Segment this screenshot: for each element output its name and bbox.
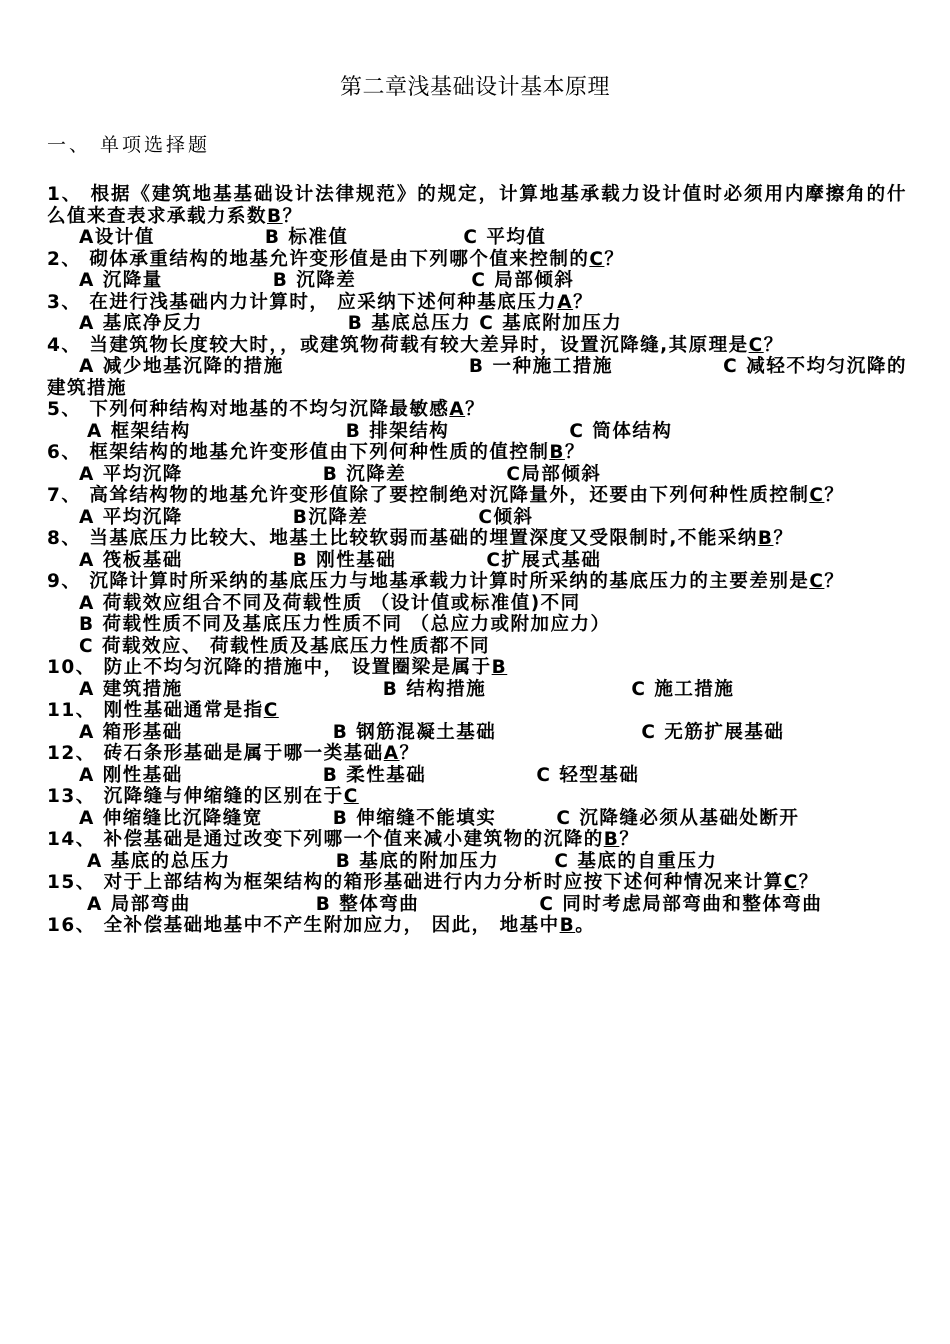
option-b: B 柔性基础 [322, 764, 427, 786]
option-a: A设计值 [79, 227, 155, 248]
question-suffix: ？ [604, 248, 625, 270]
option-c: C 局部倾斜 [471, 270, 575, 291]
question-suffix: ？ [798, 872, 819, 893]
option-b: B 排架结构 [345, 420, 450, 442]
option-c: C扩展式基础 [486, 549, 602, 571]
question-stem [47, 743, 907, 765]
question-suffix: ？ [282, 205, 303, 227]
question-text: 7、 高耸结构物的地基允许变形值除了要控制绝对沉降量外，还要由下列何种性质控制 [47, 485, 810, 506]
answer-key: A [383, 743, 400, 764]
options-row [47, 507, 907, 529]
question-stem [47, 571, 907, 593]
answer-key: C [343, 786, 359, 807]
question-stem [47, 657, 907, 679]
option-b: B 一种施工措施 [468, 356, 614, 377]
option-c: C 减轻不均匀沉降的建筑措施 [47, 356, 907, 399]
options-row [47, 808, 907, 830]
option-c: C 筒体结构 [569, 420, 673, 442]
question-text: 15、 对于上部结构为框架结构的箱形基础进行内力分析时应按下述何种情况来计算 [47, 872, 784, 893]
option-c: C 平均值 [463, 227, 547, 248]
options-row [47, 270, 907, 292]
options-row [47, 765, 907, 787]
question-stem [47, 399, 907, 421]
option-b: B沉降差 [292, 506, 369, 528]
question-text: 3、 在进行浅基础内力计算时， 应采纳下述何种基底压力 [47, 291, 558, 313]
question-stem [47, 528, 907, 550]
option-b: B 基底的附加压力 [335, 850, 500, 872]
question-text: 8、 当基底压力比较大、地基土比较软弱而基础的埋置深度又受限制时,不能采纳 [47, 528, 758, 549]
option-a: A 伸缩缝比沉降缝宽 [79, 807, 263, 829]
question-suffix: ？ [573, 291, 594, 313]
answer-key: C [783, 872, 799, 893]
question-stem [47, 249, 907, 271]
answer-key: B [603, 829, 620, 850]
question-suffix: 。 [575, 915, 596, 936]
option-b: B 刚性基础 [292, 549, 397, 571]
options-row [47, 679, 907, 701]
question-stem [47, 442, 907, 464]
question-suffix: ？ [465, 399, 486, 420]
question-text: 13、 沉降缝与伸缩缝的区别在于 [47, 786, 344, 807]
question-suffix: ？ [763, 334, 784, 356]
option-c: C 沉降缝必须从基础处断开 [556, 807, 800, 829]
question-text: 9、 沉降计算时所采纳的基底压力与地基承载力计算时所采纳的基底压力的主要差别是 [47, 571, 810, 592]
question-stem [47, 335, 907, 357]
option-b: B 整体弯曲 [315, 893, 420, 915]
section-heading: 一、 单项选择题 [47, 134, 211, 156]
question-stem [47, 872, 907, 894]
question-stem [47, 485, 907, 507]
question-suffix: ？ [824, 485, 845, 506]
question-text: 14、 补偿基础是通过改变下列哪一个值来减小建筑物的沉降的 [47, 829, 604, 850]
question-suffix: ？ [399, 743, 420, 764]
option-b: B 伸缩缝不能填实 [332, 807, 497, 829]
option-a: A 减少地基沉降的措施 [79, 356, 284, 377]
options-row [47, 313, 907, 335]
option-b: B 钢筋混凝土基础 [332, 721, 497, 743]
option-a: A 建筑措施 [79, 678, 183, 700]
question-text: 11、 刚性基础通常是指 [47, 700, 264, 721]
question-text: 16、 全补偿基础地基中不产生附加应力， 因此， 地基中 [47, 915, 560, 936]
option-c: C 施工措施 [631, 678, 735, 700]
option-a: A 基底净反力 [79, 313, 203, 334]
question-suffix: ？ [564, 442, 585, 463]
answer-key: B [757, 528, 774, 549]
option-a: A 框架结构 [87, 420, 191, 442]
question-stem [47, 700, 907, 722]
question-stem [47, 915, 907, 937]
question-suffix: ？ [619, 829, 640, 850]
option-b: B 标准值 [264, 227, 349, 248]
options-row [47, 227, 907, 249]
question-stem [47, 786, 907, 808]
options-row [47, 464, 907, 486]
answer-key: C [589, 248, 605, 270]
question-text: 5、 下列何种结构对地基的不均匀沉降最敏感 [47, 399, 450, 420]
option-b: B 基底总压力 C 基底附加压力 [347, 313, 623, 334]
option-a: A 沉降量 [79, 270, 163, 291]
option-a: A 刚性基础 [79, 764, 183, 786]
option-a: A 筏板基础 [79, 549, 183, 571]
page-title: 第二章浅基础设计基本原理 [339, 75, 610, 100]
question-text: 1、 根据《建筑地基基础设计法律规范》的规定，计算地基承载力设计值时必须用内摩擦角的什么值来查表求承载力系数 [47, 184, 907, 227]
question-text: 10、 防止不均匀沉降的措施中， 设置圈梁是属于 [47, 657, 492, 678]
question-text: 2、 砌体承重结构的地基允许变形值是由下列哪个值来控制的 [47, 248, 590, 270]
question-suffix: ？ [773, 528, 794, 549]
options-row [47, 894, 907, 916]
question-text: 4、 当建筑物长度较大时，，或建筑物荷载有较大差异时，设置沉降缝,其原理是 [47, 334, 749, 356]
question-stem [47, 292, 907, 314]
option-a: A 平均沉降 [79, 506, 183, 528]
option-c: C 轻型基础 [536, 764, 640, 786]
option-b: B 沉降差 [272, 270, 357, 291]
option-a: A 局部弯曲 [87, 893, 191, 915]
options-row [47, 722, 907, 744]
option-c: C 无筋扩展基础 [641, 721, 785, 743]
option-a: A 荷载效应组合不同及荷载性质 （设计值或标准值)不同 [79, 592, 581, 614]
question-stem [47, 184, 907, 227]
option-c: C 基底的自重压力 [554, 850, 718, 872]
options-row [47, 851, 907, 873]
answer-key: C [809, 571, 825, 592]
answer-key: B [491, 657, 508, 678]
option-a: A 平均沉降 [79, 463, 183, 485]
option-c: C倾斜 [478, 506, 534, 528]
option-a: A 箱形基础 [79, 721, 183, 743]
answer-key: A [449, 399, 466, 420]
answer-key: B [559, 915, 576, 936]
option-b: B 荷载性质不同及基底压力性质不同 （总应力或附加应力） [79, 614, 611, 635]
options-row [47, 421, 907, 443]
option-c: C 荷载效应、 荷载性质及基底压力性质都不同 [79, 635, 490, 657]
answer-key: C [748, 334, 764, 356]
option-c: C 同时考虑局部弯曲和整体弯曲 [539, 893, 823, 915]
answer-key: B [549, 442, 565, 463]
answer-key: B [267, 205, 283, 227]
question-text: 12、 砖石条形基础是属于哪一类基础 [47, 743, 384, 764]
question-stem [47, 829, 907, 851]
answer-key: C [809, 485, 825, 506]
question-text: 6、 框架结构的地基允许变形值由下列何种性质的值控制 [47, 442, 550, 463]
option-b: B 结构措施 [382, 678, 487, 700]
question-suffix: ？ [824, 571, 845, 592]
question-list [47, 184, 907, 937]
option-c: C局部倾斜 [506, 463, 602, 485]
option-b: B 沉降差 [322, 463, 407, 485]
options-row [47, 356, 907, 399]
answer-key: C [263, 700, 279, 721]
options-row [47, 550, 907, 572]
option-a: A 基底的总压力 [87, 850, 231, 872]
answer-key: A [557, 291, 574, 313]
